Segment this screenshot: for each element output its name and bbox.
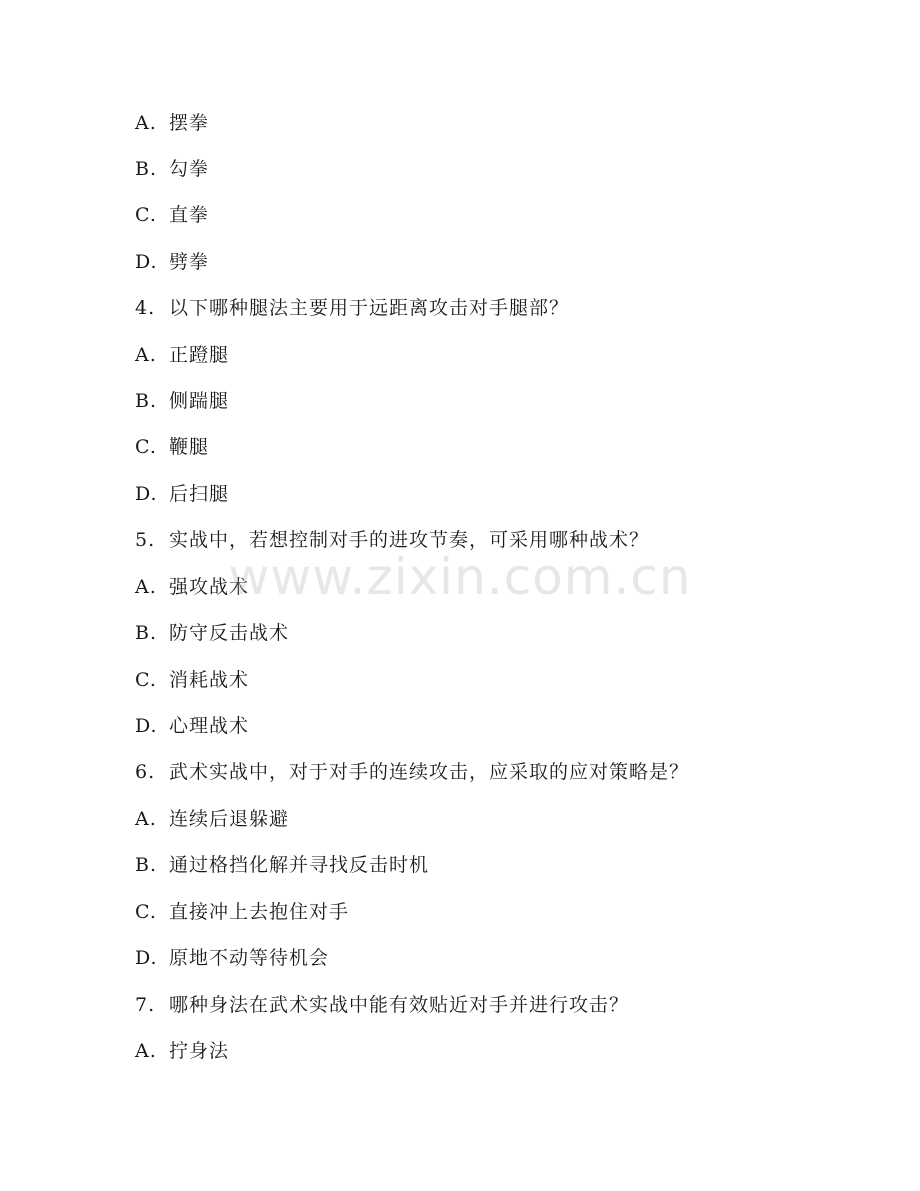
option-line	[135, 341, 229, 369]
question-number: 4.	[135, 297, 156, 319]
question-text: 以下哪种腿法主要用于远距离攻击对手腿部？	[169, 297, 570, 319]
option-marker: A.	[135, 112, 157, 134]
option-text: 心理战术	[169, 715, 250, 737]
option-marker: B.	[135, 390, 158, 412]
option-text: 后扫腿	[169, 483, 230, 505]
question-number: 5.	[135, 529, 156, 551]
question-line	[135, 526, 649, 554]
watermark: www.zixin.com.cn	[228, 548, 692, 606]
option-line	[135, 851, 429, 879]
question-line	[135, 991, 629, 1019]
option-text: 直接冲上去抱住对手	[169, 901, 350, 923]
option-line	[135, 387, 229, 415]
option-line	[135, 155, 209, 183]
question-line	[135, 758, 689, 786]
question-number: 7.	[135, 994, 156, 1016]
option-marker: C.	[135, 204, 157, 226]
option-marker: C.	[135, 436, 157, 458]
option-line	[135, 1037, 229, 1065]
option-text: 劈拳	[169, 251, 210, 273]
option-marker: C.	[135, 901, 157, 923]
option-text: 通过格挡化解并寻找反击时机	[169, 854, 430, 876]
option-line	[135, 109, 209, 137]
option-text: 直拳	[169, 204, 210, 226]
option-text: 消耗战术	[169, 669, 250, 691]
option-marker: D.	[135, 947, 158, 969]
option-text: 防守反击战术	[169, 622, 290, 644]
option-marker: B.	[135, 622, 158, 644]
option-text: 勾拳	[169, 158, 210, 180]
option-marker: A.	[135, 344, 157, 366]
option-marker: C.	[135, 669, 157, 691]
option-marker: A.	[135, 576, 157, 598]
option-line	[135, 480, 229, 508]
option-text: 鞭腿	[169, 436, 210, 458]
option-text: 连续后退躲避	[169, 808, 290, 830]
option-line	[135, 248, 209, 276]
option-line	[135, 805, 289, 833]
option-line	[135, 666, 249, 694]
option-text: 正蹬腿	[169, 344, 230, 366]
option-line	[135, 898, 349, 926]
option-text: 原地不动等待机会	[169, 947, 330, 969]
option-text: 侧踹腿	[169, 390, 230, 412]
option-marker: D.	[135, 251, 158, 273]
option-line	[135, 433, 209, 461]
option-marker: B.	[135, 158, 158, 180]
option-line	[135, 201, 209, 229]
question-text: 实战中，若想控制对手的进攻节奏，可采用哪种战术？	[169, 529, 650, 551]
option-line	[135, 944, 329, 972]
option-marker: B.	[135, 854, 158, 876]
option-marker: A.	[135, 1040, 157, 1062]
option-marker: A.	[135, 808, 157, 830]
option-line	[135, 573, 249, 601]
option-text: 拧身法	[169, 1040, 230, 1062]
option-line	[135, 712, 249, 740]
option-marker: D.	[135, 715, 158, 737]
question-text: 哪种身法在武术实战中能有效贴近对手并进行攻击？	[169, 994, 630, 1016]
option-marker: D.	[135, 483, 158, 505]
question-line	[135, 294, 569, 322]
option-text: 强攻战术	[169, 576, 250, 598]
option-text: 摆拳	[169, 112, 210, 134]
question-text: 武术实战中，对于对手的连续攻击，应采取的应对策略是？	[169, 761, 690, 783]
option-line	[135, 619, 289, 647]
question-number: 6.	[135, 761, 156, 783]
